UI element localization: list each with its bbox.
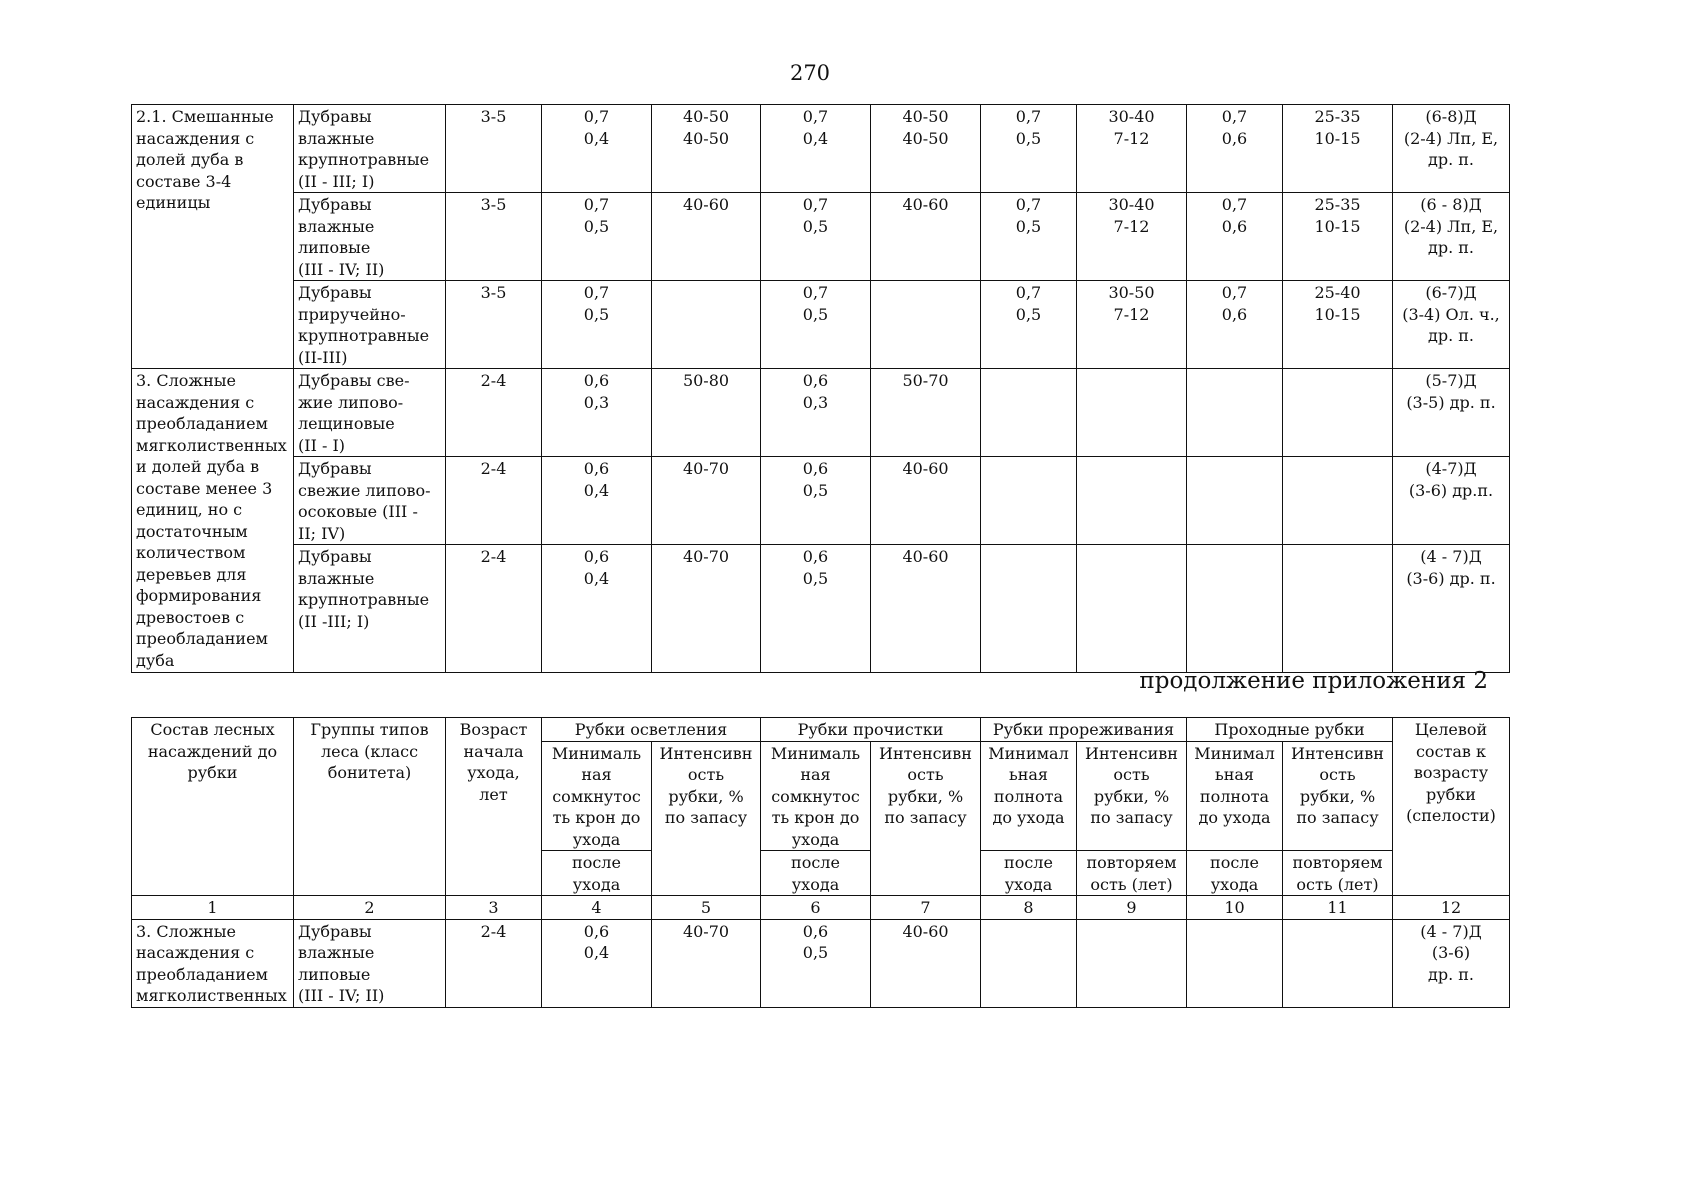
target-cell: (6-8)Д (2-4) Лп, Е, др. п. — [1393, 105, 1510, 193]
min-closure-cell: 0,7 0,4 — [761, 105, 871, 193]
min-density-cell: 0,7 0,5 — [981, 105, 1077, 193]
forest-type-cell: Дубравы влажные крупнотравные (II - III; I) — [294, 105, 446, 193]
intensity-cell — [1283, 545, 1393, 673]
intensity-cell: 40-60 — [652, 193, 761, 281]
min-density-cell — [1187, 545, 1283, 673]
table-row — [132, 545, 1510, 673]
continuation-label: продолжение приложения 2 — [1139, 668, 1488, 694]
column-number: 10 — [1187, 896, 1283, 920]
min-closure-cell: 0,6 0,4 — [542, 919, 652, 1007]
column-number: 12 — [1393, 896, 1510, 920]
column-number: 11 — [1283, 896, 1393, 920]
table-row — [132, 193, 1510, 281]
target-cell: (4 - 7)Д (3-6) др. п. — [1393, 919, 1510, 1007]
target-cell: (4-7)Д (3-6) др.п. — [1393, 457, 1510, 545]
header-repeat-thinning: повторяем ость (лет) — [1077, 851, 1187, 896]
intensity-cell: 40-70 — [652, 457, 761, 545]
group-label-cell: 3. Сложные насаждения с преобладанием мягколиственных и долей дуба в составе менее 3 единиц, но с достаточным количеством деревьев для формирования древостоев с преобладанием дуба — [132, 369, 294, 673]
target-cell: (6-7)Д (3-4) Ол. ч., др. п. — [1393, 281, 1510, 369]
intensity-cell: 40-60 — [871, 193, 981, 281]
upper-table-body — [132, 105, 1510, 673]
column-number: 1 — [132, 896, 294, 920]
min-density-cell — [981, 545, 1077, 673]
intensity-cell: 50-70 — [871, 369, 981, 457]
header-after-care-clearing: после ухода — [761, 851, 871, 896]
min-closure-cell: 0,6 0,3 — [542, 369, 652, 457]
min-density-cell: 0,7 0,6 — [1187, 105, 1283, 193]
target-cell: (5-7)Д (3-5) др. п. — [1393, 369, 1510, 457]
header-target: Целевой состав к возрасту рубки (спелости) — [1393, 718, 1510, 896]
min-closure-cell: 0,6 0,5 — [761, 919, 871, 1007]
intensity-cell: 25-40 10-15 — [1283, 281, 1393, 369]
intensity-cell: 40-50 40-50 — [871, 105, 981, 193]
header-cleaning: Рубки осветления — [542, 718, 761, 742]
composition-cell: 3. Сложные насаждения с преобладанием мягколиственных — [132, 919, 294, 1007]
intensity-cell: 40-50 40-50 — [652, 105, 761, 193]
intensity-cell — [1077, 919, 1187, 1007]
header-intensity-passing: Интенсивн ость рубки, % по запасу — [1283, 741, 1393, 851]
intensity-cell — [1283, 919, 1393, 1007]
min-closure-cell: 0,7 0,4 — [542, 105, 652, 193]
min-density-cell — [981, 919, 1077, 1007]
target-cell: (6 - 8)Д (2-4) Лп, Е, др. п. — [1393, 193, 1510, 281]
header-thinning: Рубки прореживания — [981, 718, 1187, 742]
age-cell: 3-5 — [446, 193, 542, 281]
intensity-cell — [1283, 369, 1393, 457]
header-start-age: Возраст начала ухода, лет — [446, 718, 542, 896]
forest-type-cell: Дубравы влажные липовые (III - IV; II) — [294, 919, 446, 1007]
min-density-cell — [1187, 919, 1283, 1007]
column-number: 7 — [871, 896, 981, 920]
intensity-cell — [871, 281, 981, 369]
min-closure-cell: 0,7 0,5 — [542, 193, 652, 281]
intensity-cell — [1077, 457, 1187, 545]
forest-type-cell: Дубравы све- жие липово- лещиновые (II - I) — [294, 369, 446, 457]
min-closure-cell: 0,6 0,5 — [761, 545, 871, 673]
forest-type-cell: Дубравы влажные крупнотравные (II -III; I) — [294, 545, 446, 673]
intensity-cell: 25-35 10-15 — [1283, 193, 1393, 281]
header-min-density-thinning: Минимал ьная полнота до ухода — [981, 741, 1077, 851]
header-intensity-thinning: Интенсивн ость рубки, % по запасу — [1077, 741, 1187, 851]
forest-type-cell: Дубравы приручейно- крупнотравные (II-III) — [294, 281, 446, 369]
age-cell: 3-5 — [446, 281, 542, 369]
intensity-cell: 40-60 — [871, 919, 981, 1007]
min-density-cell: 0,7 0,6 — [1187, 193, 1283, 281]
header-after-care-passing: после ухода — [1187, 851, 1283, 896]
header-repeat-passing: повторяем ость (лет) — [1283, 851, 1393, 896]
min-density-cell: 0,7 0,6 — [1187, 281, 1283, 369]
age-cell: 2-4 — [446, 545, 542, 673]
table-row — [132, 457, 1510, 545]
min-closure-cell: 0,6 0,4 — [542, 457, 652, 545]
header-min-closure-cleaning: Минималь ная сомкнутос ть крон до ухода — [542, 741, 652, 851]
column-number-row — [132, 896, 1510, 920]
intensity-cell — [1077, 369, 1187, 457]
age-cell: 3-5 — [446, 105, 542, 193]
header-min-closure-clearing: Минималь ная сомкнутос ть крон до ухода — [761, 741, 871, 851]
header-intensity-clearing: Интенсивн ость рубки, % по запасу — [871, 741, 981, 896]
page-number: 270 — [789, 61, 831, 85]
min-closure-cell: 0,6 0,5 — [761, 457, 871, 545]
column-number: 6 — [761, 896, 871, 920]
lower-table — [131, 717, 1510, 1008]
intensity-cell: 30-40 7-12 — [1077, 193, 1187, 281]
min-closure-cell: 0,7 0,5 — [761, 281, 871, 369]
min-density-cell: 0,7 0,5 — [981, 281, 1077, 369]
table-row — [132, 281, 1510, 369]
header-clearing: Рубки прочистки — [761, 718, 981, 742]
min-density-cell — [1187, 369, 1283, 457]
table-row — [132, 919, 1510, 1007]
table-row — [132, 105, 1510, 193]
intensity-cell: 40-60 — [871, 457, 981, 545]
min-density-cell — [981, 369, 1077, 457]
min-density-cell — [1187, 457, 1283, 545]
age-cell: 2-4 — [446, 369, 542, 457]
column-number: 8 — [981, 896, 1077, 920]
intensity-cell: 40-70 — [652, 545, 761, 673]
table-row — [132, 369, 1510, 457]
intensity-cell: 30-40 7-12 — [1077, 105, 1187, 193]
age-cell: 2-4 — [446, 457, 542, 545]
column-number: 2 — [294, 896, 446, 920]
intensity-cell: 40-70 — [652, 919, 761, 1007]
group-label-cell: 2.1. Смешанные насаждения с долей дуба в составе 3-4 единицы — [132, 105, 294, 369]
min-closure-cell: 0,6 0,3 — [761, 369, 871, 457]
intensity-cell — [652, 281, 761, 369]
upper-table — [131, 104, 1510, 673]
column-number: 4 — [542, 896, 652, 920]
min-closure-cell: 0,7 0,5 — [761, 193, 871, 281]
min-closure-cell: 0,7 0,5 — [542, 281, 652, 369]
column-number: 9 — [1077, 896, 1187, 920]
header-composition: Состав лесных насаждений до рубки — [132, 718, 294, 896]
column-number: 5 — [652, 896, 761, 920]
header-after-care-cleaning: после ухода — [542, 851, 652, 896]
header-forest-groups: Группы типов леса (класс бонитета) — [294, 718, 446, 896]
intensity-cell: 50-80 — [652, 369, 761, 457]
header-after-care-thinning: после ухода — [981, 851, 1077, 896]
age-cell: 2-4 — [446, 919, 542, 1007]
target-cell: (4 - 7)Д (3-6) др. п. — [1393, 545, 1510, 673]
min-density-cell: 0,7 0,5 — [981, 193, 1077, 281]
header-min-density-passing: Минимал ьная полнота до ухода — [1187, 741, 1283, 851]
forest-type-cell: Дубравы свежие липово- осоковые (III - II; IV) — [294, 457, 446, 545]
header-intensity-cleaning: Интенсивн ость рубки, % по запасу — [652, 741, 761, 896]
min-closure-cell: 0,6 0,4 — [542, 545, 652, 673]
intensity-cell: 30-50 7-12 — [1077, 281, 1187, 369]
intensity-cell — [1283, 457, 1393, 545]
column-number: 3 — [446, 896, 542, 920]
forest-type-cell: Дубравы влажные липовые (III - IV; II) — [294, 193, 446, 281]
header-passing: Проходные рубки — [1187, 718, 1393, 742]
min-density-cell — [981, 457, 1077, 545]
intensity-cell: 25-35 10-15 — [1283, 105, 1393, 193]
intensity-cell: 40-60 — [871, 545, 981, 673]
intensity-cell — [1077, 545, 1187, 673]
